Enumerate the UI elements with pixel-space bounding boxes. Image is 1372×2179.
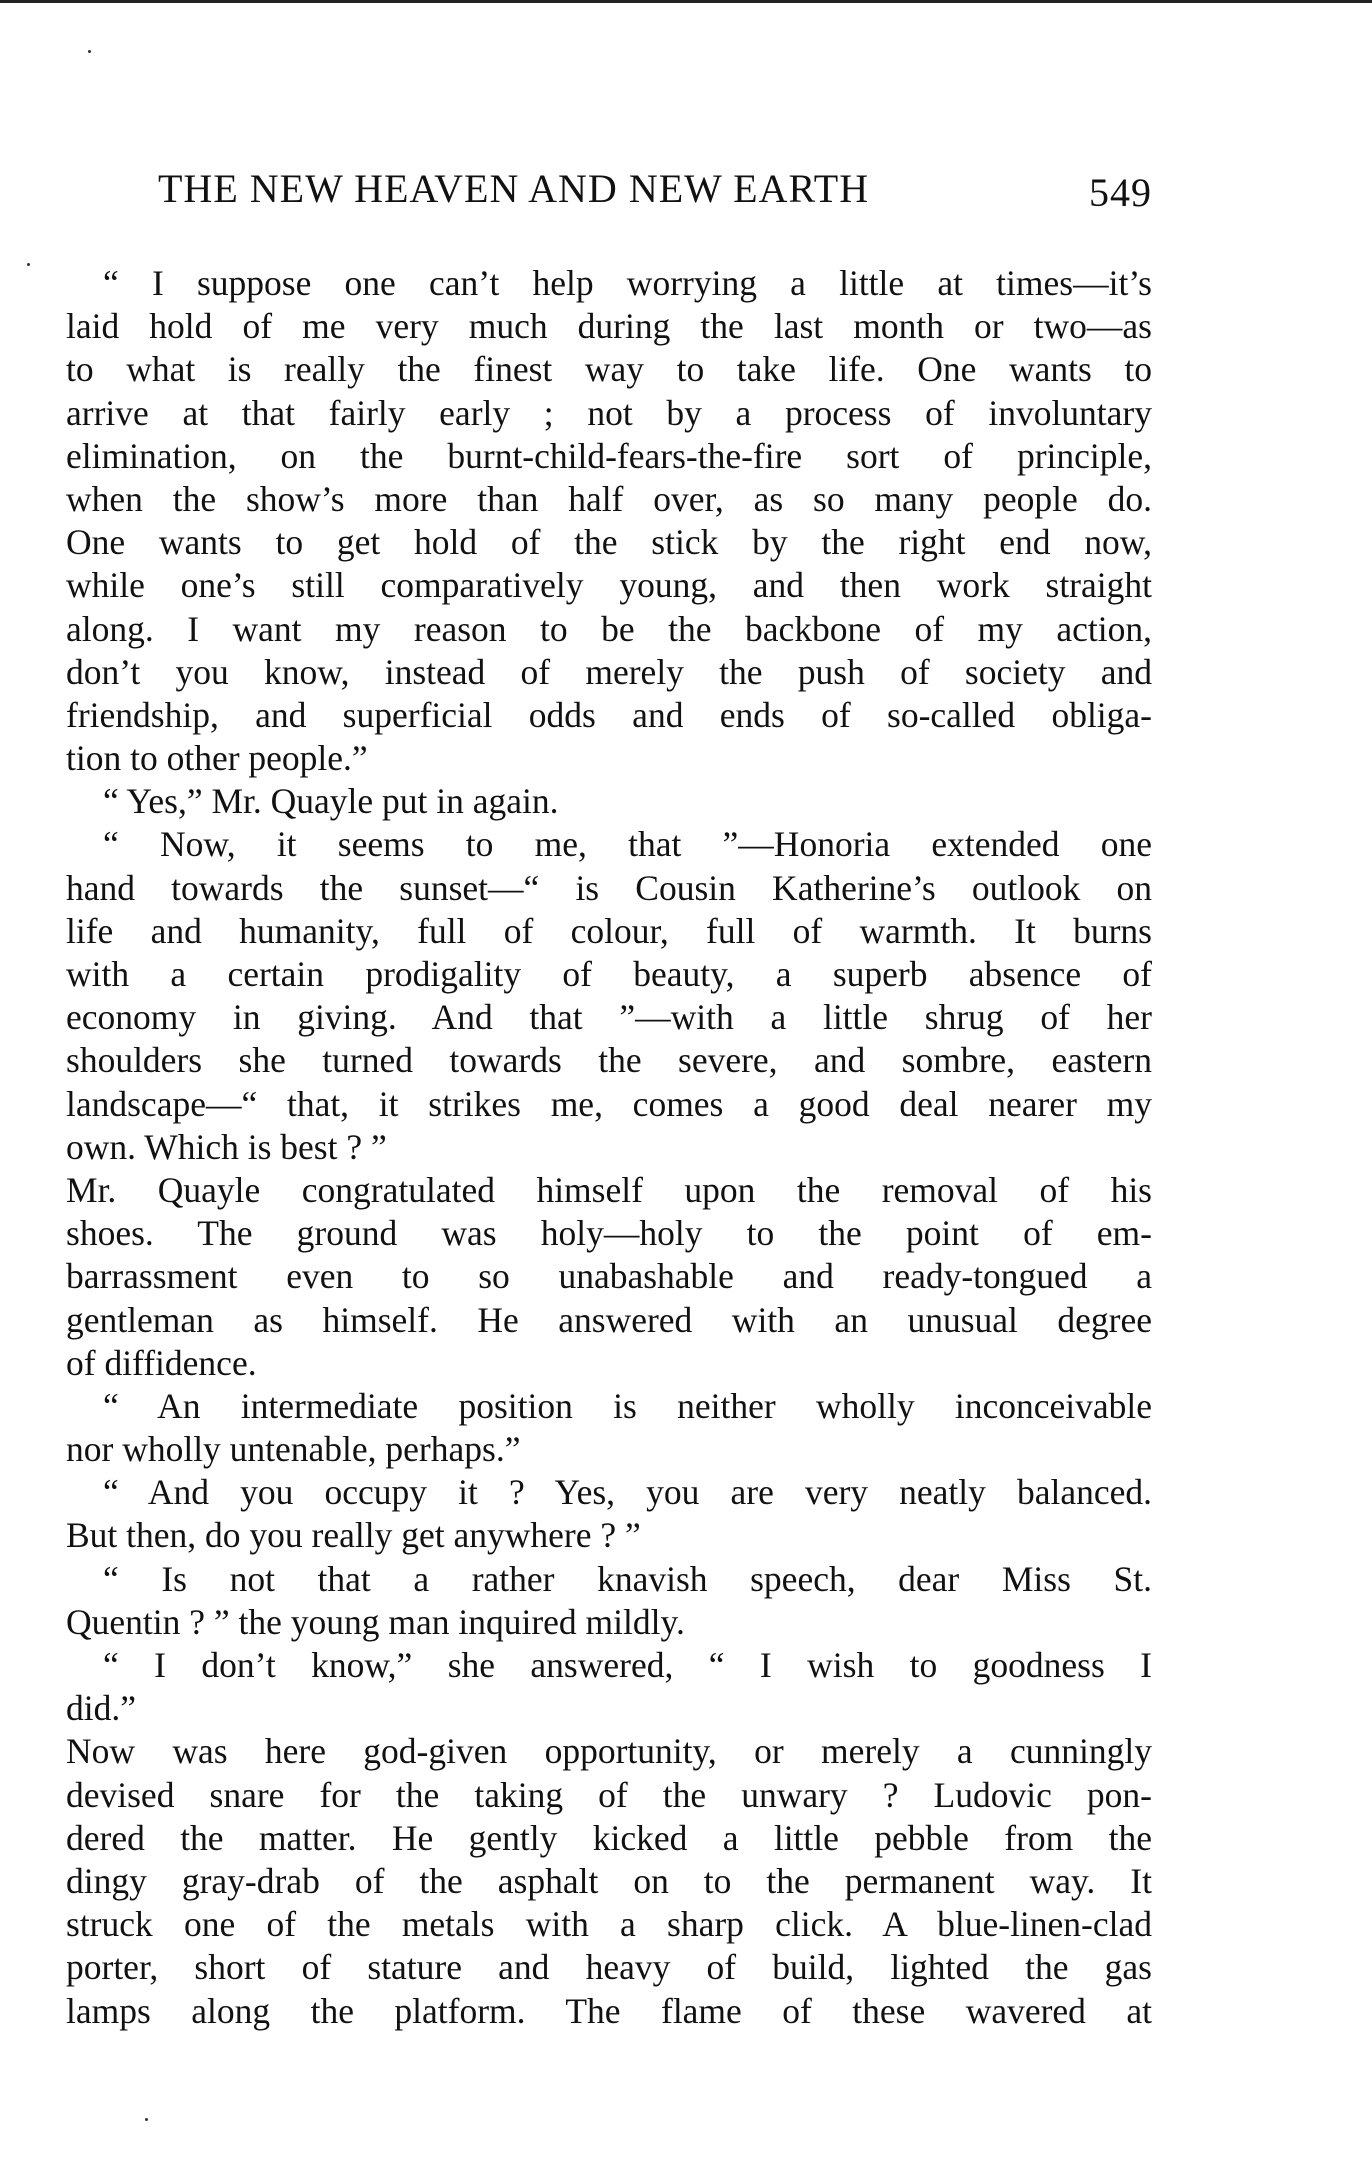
text-line: But then, do you really get anywhere ? ”: [66, 1515, 641, 1556]
text-line: “ I don’t know,” she answered, “ I wish to goodness I: [103, 1645, 1152, 1685]
text-line: lamps along the platform. The flame of these wavered at: [66, 1990, 1152, 2031]
text-line: Now was here god-given opportunity, or merely a cunningly: [66, 1731, 1152, 1772]
text-line: when the show’s more than half over, as so many people do.: [66, 478, 1152, 519]
text-line: hand towards the sunset—“ is Cousin Katherine’s outlook on: [66, 867, 1152, 908]
text-line: “ An intermediate position is neither wholly inconceivable: [103, 1385, 1152, 1426]
text-line: while one’s still comparatively young, and then work straight: [66, 565, 1152, 606]
running-title: THE NEW HEAVEN AND NEW EARTH: [158, 166, 870, 211]
text-line: shoes. The ground was holy—holy to the point of em-: [66, 1213, 1152, 1254]
text-line: economy in giving. And that ”—with a little shrug of her: [66, 997, 1152, 1038]
page-edge-line: [0, 0, 1372, 3]
text-line: “ I suppose one can’t help worrying a little at times—it’s: [103, 263, 1152, 303]
text-line: “ Is not that a rather knavish speech, dear Miss St.: [103, 1558, 1152, 1599]
text-line: porter, short of stature and heavy of build, lighted the gas: [66, 1947, 1152, 1988]
text-line: arrive at that fairly early ; not by a process of involuntary: [66, 392, 1152, 433]
text-line: don’t you know, instead of merely the push of society and: [66, 651, 1152, 692]
text-line: dingy gray-drab of the asphalt on to the permanent way. It: [66, 1860, 1152, 1901]
text-line: to what is really the finest way to take life. One wants to: [66, 349, 1152, 390]
text-line: did.”: [66, 1688, 136, 1729]
page-number: 549: [1089, 170, 1152, 215]
text-line: devised snare for the taking of the unwary ? Ludovic pon-: [66, 1774, 1152, 1815]
text-line: “ And you occupy it ? Yes, you are very neatly balanced.: [103, 1472, 1152, 1513]
text-line: laid hold of me very much during the last month or two—as: [66, 306, 1152, 347]
text-line: struck one of the metals with a sharp click. A blue-linen-clad: [66, 1904, 1152, 1945]
text-line: barrassment even to so unabashable and ready-tongued a: [66, 1256, 1152, 1297]
text-line: life and humanity, full of colour, full of warmth. It burns: [66, 910, 1152, 951]
text-line: elimination, on the burnt-child-fears-the-fire sort of principle,: [66, 435, 1152, 476]
text-line: shoulders she turned towards the severe, and sombre, eastern: [66, 1040, 1152, 1081]
body-text: [66, 262, 1152, 2033]
text-line: friendship, and superficial odds and ends of so-called obliga-: [66, 694, 1152, 735]
text-line: “ Now, it seems to me, that ”—Honoria extended one: [103, 824, 1152, 865]
text-line: “ Yes,” Mr. Quayle put in again.: [103, 781, 559, 822]
scan-speck: [88, 50, 91, 53]
text-line: gentleman as himself. He answered with an unusual degree: [66, 1299, 1152, 1340]
text-line: nor wholly untenable, perhaps.”: [66, 1429, 521, 1470]
text-line: of diffidence.: [66, 1342, 257, 1383]
text-line: One wants to get hold of the stick by the right end now,: [66, 522, 1152, 563]
text-line: landscape—“ that, it strikes me, comes a good deal nearer my: [66, 1083, 1152, 1124]
text-line: tion to other people.”: [66, 738, 368, 779]
scan-speck: [145, 2118, 148, 2121]
scan-speck: [27, 263, 30, 266]
text-line: along. I want my reason to be the backbone of my action,: [66, 608, 1152, 649]
text-line: own. Which is best ? ”: [66, 1126, 387, 1167]
text-line: Quentin ? ” the young man inquired mildly.: [66, 1601, 685, 1642]
text-line: dered the matter. He gently kicked a little pebble from the: [66, 1817, 1152, 1858]
running-header: [158, 165, 1152, 215]
text-line: Mr. Quayle congratulated himself upon the removal of his: [66, 1169, 1152, 1210]
text-line: with a certain prodigality of beauty, a superb absence of: [66, 954, 1152, 994]
